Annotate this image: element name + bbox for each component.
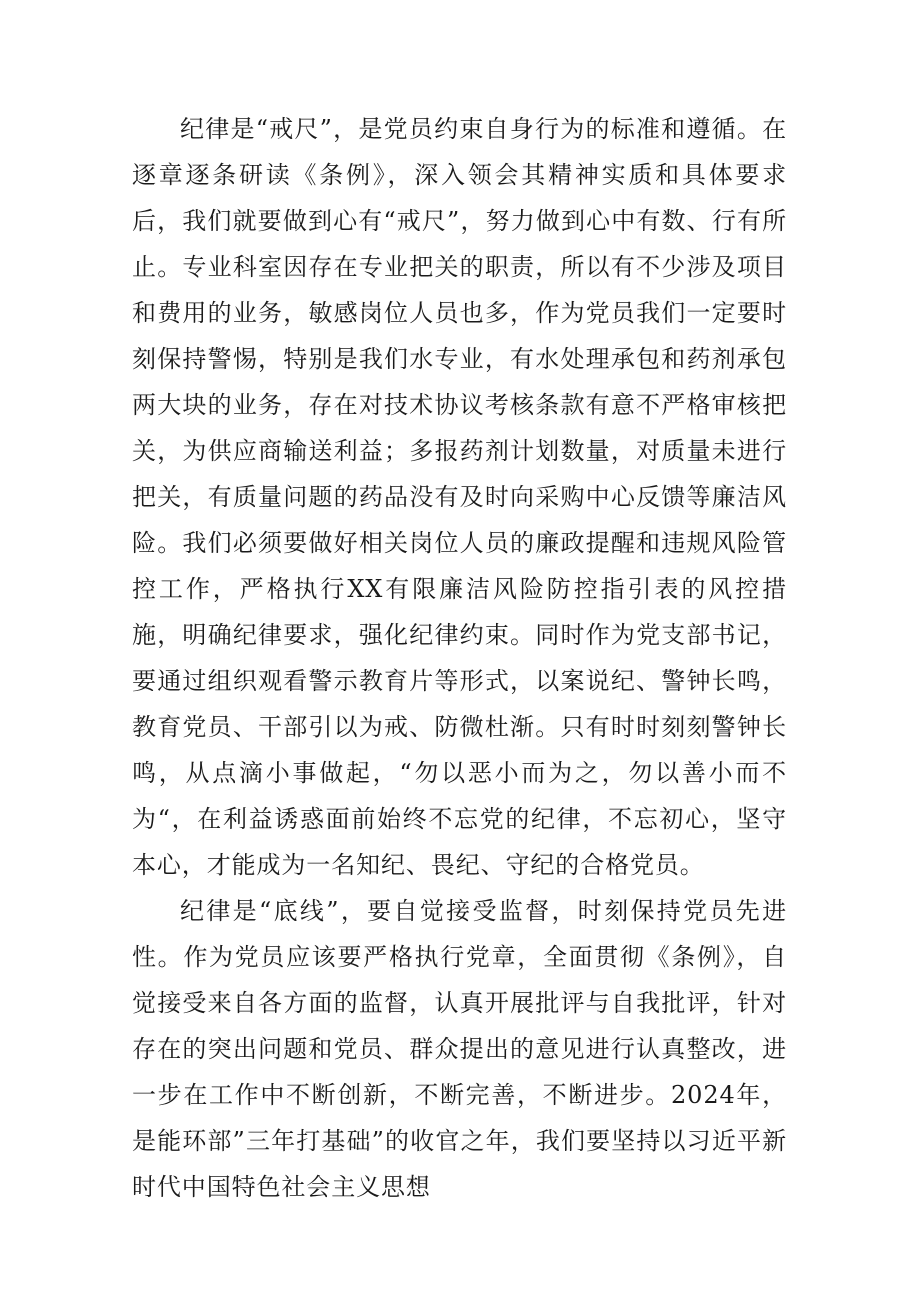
document-body bbox=[132, 106, 787, 1210]
paragraph-discipline-ruler: 纪律是“戒尺”，是党员约束自身行为的标准和遵循。在逐章逐条研读《条例》，深入领会其精神实质和具体要求后，我们就要做到心有“戒尺”，努力做到心中有数、行有所止。专业科室因存在专业把关的职责，所以有不少涉及项目和费用的业务，敏感岗位人员也多，作为党员我们一定要时刻保持警惕，特别是我们水专业，有水处理承包和药剂承包两大块的业务，存在对技术协议考核条款有意不严格审核把关，为供应商输送利益；多报药剂计划数量，对质量未进行把关，有质量问题的药品没有及时向采购中心反馈等廉洁风险。我们必须要做好相关岗位人员的廉政提醒和违规风险管控工作，严格执行XX有限廉洁风险防控指引表的风控措施，明确纪律要求，强化纪律约束。同时作为党支部书记，要通过组织观看警示教育片等形式，以案说纪、警钟长鸣，教育党员、干部引以为戒、防微杜渐。只有时时刻刻警钟长鸣，从点滴小事做起，“勿以恶小而为之，勿以善小而不为“，在利益诱惑面前始终不忘党的纪律，不忘初心，坚守本心，才能成为一名知纪、畏纪、守纪的合格党员。 bbox=[132, 115, 787, 879]
paragraph-discipline-bottom-line: 纪律是“底线”，要自觉接受监督，时刻保持党员先进性。作为党员应该要严格执行党章，全面贯彻《条例》，自觉接受来自各方面的监督，认真开展批评与自我批评，针对存在的突出问题和党员、群众提出的意见进行认真整改，进一步在工作中不断创新，不断完善，不断进步。2024年，是能环部”三年打基础”的收官之年，我们要坚持以习近平新时代中国特色社会主义思想 bbox=[132, 897, 787, 1201]
